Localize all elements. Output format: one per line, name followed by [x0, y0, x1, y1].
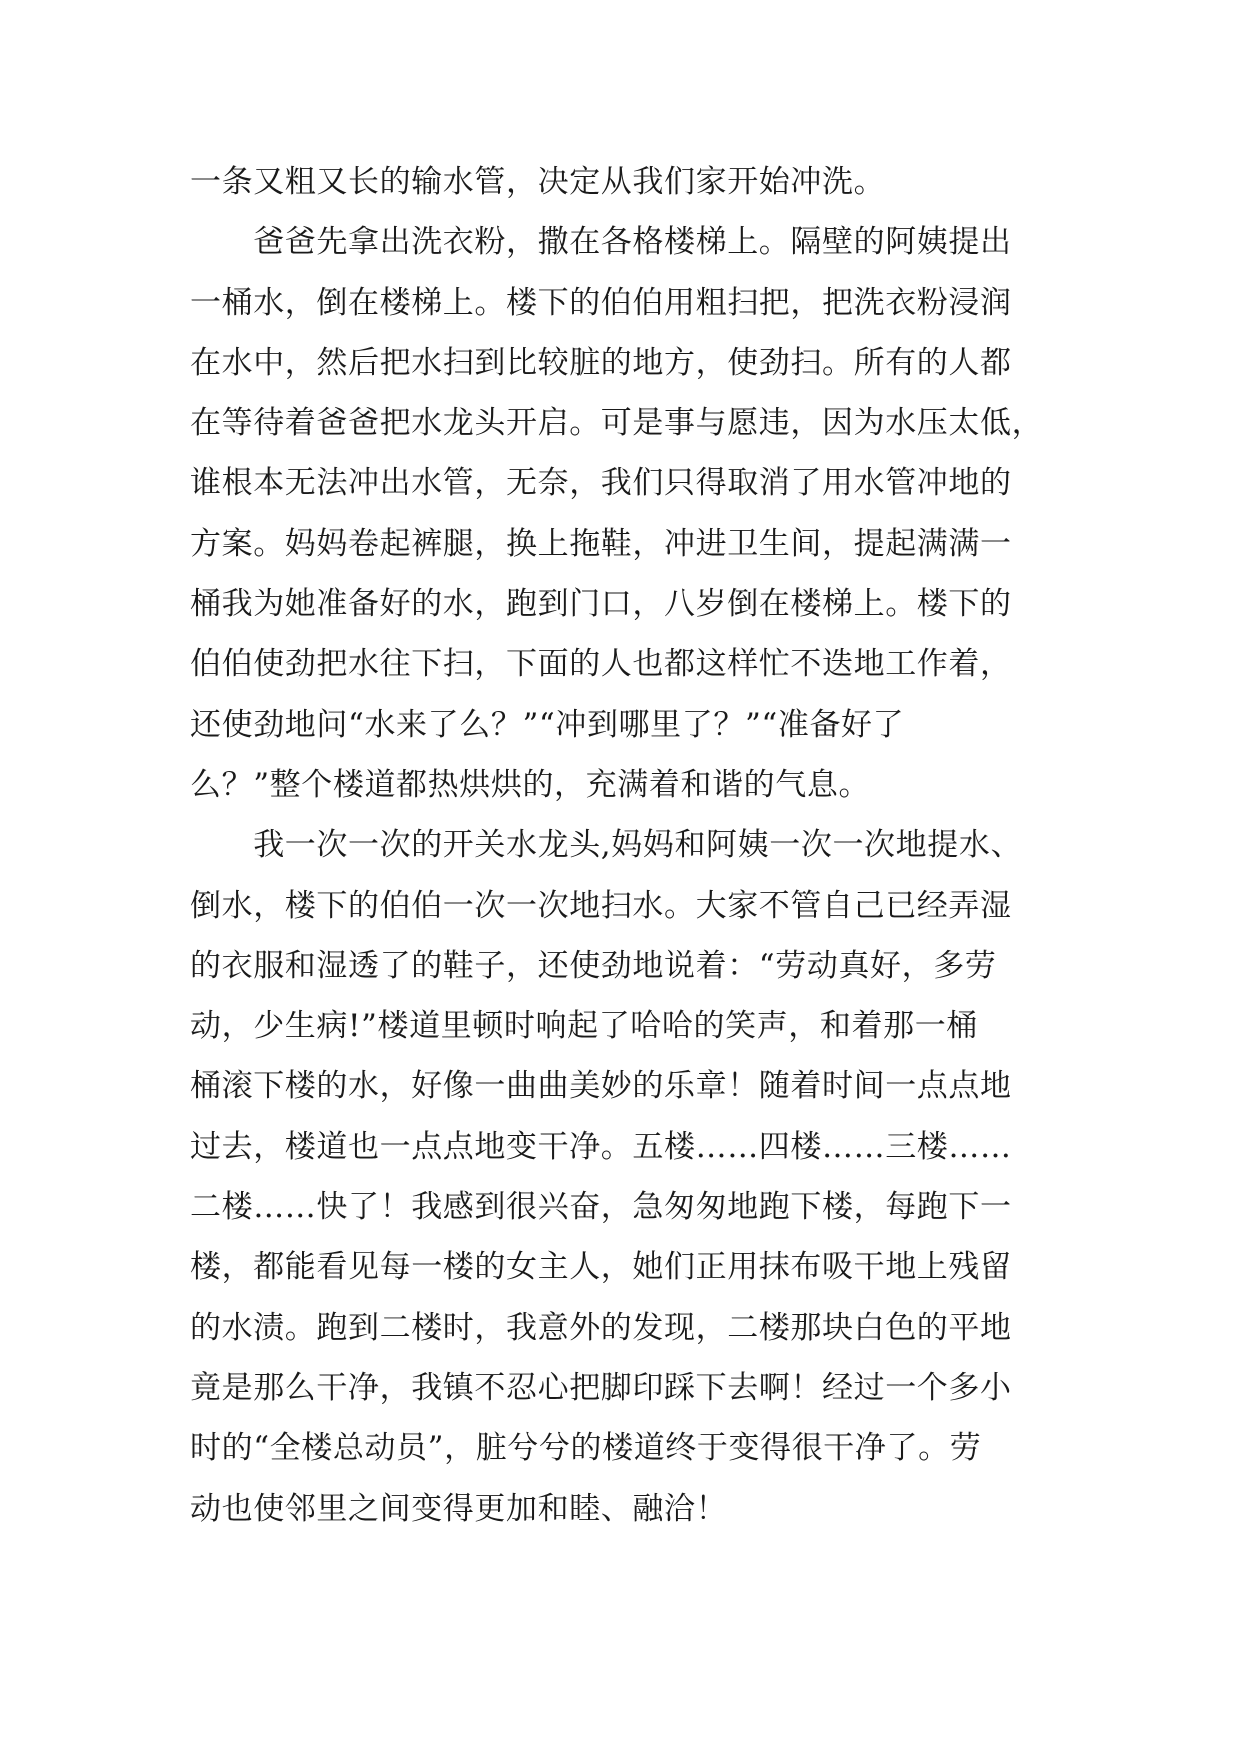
text-line: 的水渍。跑到二楼时，我意外的发现，二楼那块白色的平地 [190, 1309, 1012, 1346]
text-line: 方案。妈妈卷起裤腿，换上拖鞋，冲进卫生间，提起满满一 [190, 525, 1012, 562]
text-line: 时的“全楼总动员”，脏兮兮的楼道终于变得很干净了。劳 [190, 1430, 982, 1467]
text-line: 我一次一次的开关水龙头,妈妈和阿姨一次一次地提水、 [190, 827, 1023, 864]
text-line: 倒水，楼下的伯伯一次一次地扫水。大家不管自己已经弄湿 [190, 887, 1012, 924]
text-line: 么？”整个楼道都热烘烘的，充满着和谐的气息。 [190, 766, 871, 803]
text-line: 爸爸先拿出洗衣粉，撒在各格楼梯上。隔壁的阿姨提出 [190, 224, 1012, 261]
text-line: 一条又粗又长的输水管，决定从我们家开始冲洗。 [190, 164, 886, 200]
text-line: 二楼……快了！我感到很兴奋，急匆匆地跑下楼，每跑下一 [190, 1189, 1012, 1226]
text-line: 在水中，然后把水扫到比较脏的地方，使劲扫。所有的人都 [190, 344, 1012, 381]
text-line: 楼，都能看见每一楼的女主人，她们正用抹布吸干地上残留 [190, 1249, 1012, 1286]
text-line: 桶滚下楼的水，好像一曲曲美妙的乐章！随着时间一点点地 [190, 1068, 1012, 1105]
text-line: 伯伯使劲把水往下扫，下面的人也都这样忙不迭地工作着， [190, 646, 1012, 683]
text-line: 竟是那么干净，我镇不忍心把脚印踩下去啊！经过一个多小 [190, 1369, 1012, 1406]
text-line: 动，少生病!”楼道里顿时响起了哈哈的笑声，和着那一桶 [190, 1008, 978, 1045]
document-body [190, 152, 1060, 1539]
text-line: 过去，楼道也一点点地变干净。五楼……四楼……三楼…… [190, 1128, 1012, 1165]
text-line: 还使劲地问“水来了么？”“冲到哪里了？”“准备好了 [190, 706, 905, 743]
text-line: 的衣服和湿透了的鞋子，还使劲地说着：“劳动真好，多劳 [190, 947, 997, 984]
text-line: 谁根本无法冲出水管，无奈，我们只得取消了用水管冲地的 [190, 465, 1012, 502]
text-line: 一桶水，倒在楼梯上。楼下的伯伯用粗扫把，把洗衣粉浸润 [190, 284, 1012, 321]
text-line: 动也使邻里之间变得更加和睦、融洽！ [190, 1490, 728, 1527]
text-line: 在等待着爸爸把水龙头开启。可是事与愿违，因为水压太低， [190, 405, 1044, 442]
text-line: 桶我为她准备好的水，跑到门口，八岁倒在楼梯上。楼下的 [190, 586, 1012, 623]
